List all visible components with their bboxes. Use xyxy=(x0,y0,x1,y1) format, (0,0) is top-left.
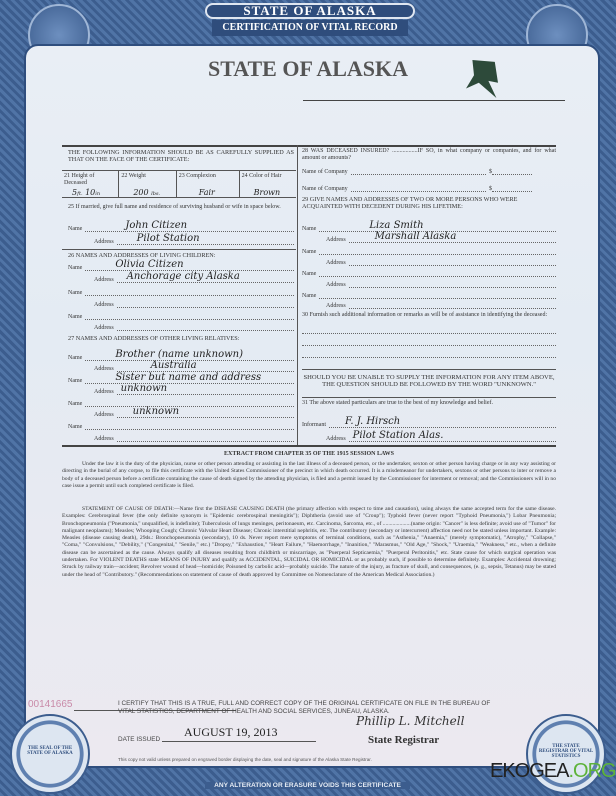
name-label: Name xyxy=(68,290,83,296)
date-issued-label: DATE ISSUED xyxy=(118,736,161,743)
column-divider xyxy=(297,145,298,445)
name-label: Name xyxy=(302,249,317,255)
informant-address: Pilot Station Alas. xyxy=(352,430,444,441)
divider xyxy=(302,369,556,370)
registrar-title: State Registrar xyxy=(368,734,440,746)
in-unit: in xyxy=(95,191,101,197)
banner-subtitle: CERTIFICATION OF VITAL RECORD xyxy=(212,20,408,36)
company-label: Name of Company xyxy=(302,169,348,175)
relative-address: unknown xyxy=(120,383,168,394)
name-label: Name xyxy=(302,271,317,277)
address-label: Address xyxy=(326,436,346,442)
child-address: Anchorage city Alaska xyxy=(126,271,240,282)
serial-number: 00141665 xyxy=(28,699,73,710)
form-intro: THE FOLLOWING INFORMATION SHOULD BE AS CAREFULLY SUPPLIED AS THAT ON THE FACE OF THE CERTIFICATE: xyxy=(68,149,294,163)
page-title: STATE OF ALASKA xyxy=(207,56,409,81)
address-label: Address xyxy=(94,366,114,372)
acquaintance-address-field xyxy=(326,277,556,288)
complexion-label: 23 Complexion xyxy=(178,173,216,179)
lbs-unit: lbs. xyxy=(151,191,161,197)
q28-text: 28 WAS DECEASED INSURED? .................IF SO, in what company or companies, and for what amount or amounts? xyxy=(302,148,556,161)
name-label: Name xyxy=(302,226,317,232)
child-address-field xyxy=(94,272,294,283)
name-label: Name xyxy=(302,293,317,299)
informant-address-field xyxy=(326,431,556,442)
remarks-line xyxy=(302,357,556,358)
relative-address-field xyxy=(94,361,294,372)
ft-unit: ft. xyxy=(77,191,83,197)
name-label: Name xyxy=(68,226,83,232)
address-label: Address xyxy=(326,237,346,243)
informant-label: Informant xyxy=(302,422,326,428)
name-label: Name xyxy=(68,314,83,320)
acquaintance-name-field xyxy=(302,244,556,255)
seal-text: THE SEAL OF THE STATE OF ALASKA xyxy=(27,746,73,756)
address-label: Address xyxy=(94,277,114,283)
divider xyxy=(62,249,296,250)
registrar-signature: Phillip L. Mitchell xyxy=(356,714,465,728)
physical-description-table xyxy=(62,170,296,198)
acquaintance-name-field xyxy=(302,266,556,277)
spouse-address-field xyxy=(94,234,294,245)
address-label: Address xyxy=(326,260,346,266)
child-name-field xyxy=(68,285,294,296)
relative-address-field xyxy=(94,407,294,418)
spouse-name: John Citizen xyxy=(125,220,188,231)
divider xyxy=(302,397,556,398)
watermark-text: .ORG xyxy=(568,760,616,782)
divider xyxy=(303,100,565,101)
relative-address-field xyxy=(94,384,294,395)
address-label: Address xyxy=(94,412,114,418)
relative-address: unknown xyxy=(132,406,180,417)
insurance-company-field xyxy=(302,181,532,192)
relative-name: Sister but name and address xyxy=(115,372,262,383)
relative-address-field xyxy=(94,431,294,442)
acquaintance-address: Marshall Alaska xyxy=(374,231,457,242)
watermark xyxy=(490,760,616,783)
spouse-address: Pilot Station xyxy=(136,233,200,244)
complexion-value: Fair xyxy=(198,188,215,197)
name-label: Name xyxy=(68,424,83,430)
q31-text: 31 The above stated particulars are true to the best of my knowledge and belief. xyxy=(302,400,493,406)
date-issued: AUGUST 19, 2013 xyxy=(184,725,278,739)
address-label: Address xyxy=(326,282,346,288)
acquaintance-address-field xyxy=(326,298,556,309)
relative-name-field xyxy=(68,373,294,384)
validity-note: This copy not valid unless prepared on engraved border displaying the date, seal and signature of the Alaska State Registrar. xyxy=(118,757,372,762)
address-label: Address xyxy=(94,325,114,331)
relative-address: Australia xyxy=(150,360,197,371)
height-in-value: 10 xyxy=(85,188,96,197)
height-ft-value: 5 xyxy=(72,188,78,197)
informant-field xyxy=(302,417,556,428)
spouse-name-field xyxy=(68,221,294,232)
extract-paragraph-2: STATEMENT OF CAUSE OF DEATH:—Name first the DISEASE CAUSING DEATH (the primary affection with respect to time and causation), using always the same accepted term for the same disease. Examples: Cerebrospinal fever (the only definite synonym is "Epidemic cerebrospinal meningitis"); Diphtheria (avoid use of "Croup"); Typhoid fever (never report "Typhoid Pneumonia,") Lobar Pneumonia; Bronchopneumonia ("Pneumonia," unqualified, is indefinite); Tuberculosis of lungs meninges, peritonaeum, etc. Carcinoma, Sarcoma, etc., of ....................(name origin: "Cancer" is less definite; avoid use of "Tumor" for malignant neoplasms); Measles; Whooping Cough; Chronic Valvular Heart Disease; Chronic interstitial nephritis, etc. The contributory (secondary or intercurrent) affection need not be stated unless important. Example: Measles (disease causing death), 29ds.: Bronchopneumonia (secondary), 10 ds. Never report mere symptoms of terminal conditions, such as "Asthenia," "Anaemia," (merely symptomatic), "Atrophy," "Collapse," "Coma," "Convulsions," "Debility," ("Congenital," "Senile," etc.) "Dropsy," "Exhaustion," "Heart Failure," "Haemorrhage," "Inanition," "Marasmus," "Old Age," "Shock," "Uraemia," "Weakness," etc., when a definite disease can be ascertained as the cause. Always qualify all diseases resulting from childbirth or miscarriage, as "Puerperal Septicaemia," "Puerperal Peritonitis," etc. State cause for which surgical operation was undertaken. For VIOLENT DEATHS state MEANS OF INJURY and qualify as ACCIDENTAL, SUICIDAL OR HOMICIDAL or as probably such, if possible to determine definitely. Examples: Accidental drowning; Struck by railway train—accident; Revolver wound of head—homicide; Poisoned by carbolic acid—probably suicide. The nature of the injury, as fracture of skull, and consequences, (e. g., sepsis, Tetanus) may be stated under the head of "Contributory." (Recommendations on statement of cause of death approved by Committee on Nomenclature of the American Medical Association.) xyxy=(62,506,556,578)
informant-name: F. J. Hirsch xyxy=(345,416,401,427)
q29-text: 29 GIVE NAMES AND ADDRESSES OF TWO OR MORE PERSONS WHO WERE ACQUAINTED WITH DECEDENT DURING HIS LIFETIME: xyxy=(302,196,518,210)
divider xyxy=(62,445,556,447)
address-label: Address xyxy=(94,239,114,245)
child-address-field xyxy=(94,297,294,308)
name-label: Name xyxy=(68,265,83,271)
company-label: Name of Company xyxy=(302,186,348,192)
relative-name-field xyxy=(68,396,294,407)
remarks-line xyxy=(302,345,556,346)
watermark-text: EKOGEA xyxy=(490,760,569,782)
address-label: Address xyxy=(94,436,114,442)
divider xyxy=(62,145,556,147)
child-name: Olivia Citizen xyxy=(115,259,184,270)
q27-text: 27 NAMES AND ADDRESSES OF OTHER LIVING RELATIVES: xyxy=(68,335,240,342)
extract-title: EXTRACT FROM CHAPTER 35 OF THE 1915 SESSION LAWS xyxy=(224,451,394,457)
address-label: Address xyxy=(94,389,114,395)
address-label: Address xyxy=(326,303,346,309)
relative-name: Brother (name unknown) xyxy=(115,349,243,360)
name-label: Name xyxy=(68,378,83,384)
alteration-warning: ANY ALTERATION OR ERASURE VOIDS THIS CERTIFICATE xyxy=(205,782,410,789)
dollar-sign: $ xyxy=(489,169,492,175)
hair-value: Brown xyxy=(253,188,281,197)
relative-name-field xyxy=(68,419,294,430)
date-line xyxy=(162,741,316,742)
acquaintance-name: Liza Smith xyxy=(369,220,424,231)
child-name-field xyxy=(68,309,294,320)
acquaintance-address-field xyxy=(326,255,556,266)
weight-value: 200 xyxy=(133,188,149,197)
weight-label: 22 Weight xyxy=(121,173,146,179)
certification-statement: I CERTIFY THAT THIS IS A TRUE, FULL AND CORRECT COPY OF THE ORIGINAL CERTIFICATE ON FILE IN THE BUREAU OF VITAL STATISTICS, DEPARTMENT OF HEALTH AND SOCIAL SERVICES, JUNEAU, ALASKA. xyxy=(118,700,491,715)
q25-text: 25 If married, give full name and residence of surviving husband or wife in space below. xyxy=(68,204,281,210)
height-label: 21 Height of Deceased xyxy=(64,173,95,186)
q30-text: 30 Furnish such additional information or remarks as will be of assistance in identifying the deceased: xyxy=(302,312,548,318)
name-label: Name xyxy=(68,355,83,361)
insurance-company-field xyxy=(302,164,532,175)
seal-text: THE STATE REGISTRAR OF VITAL STATISTICS xyxy=(538,744,594,759)
extract-paragraph-1: Under the law it is the duty of the physician, nurse or other person attending or assisting in the last illness of a deceased person, or the undertaker, sexton or other person having charge or in any way assisting or directing in the burial of any corpse, to file this certificate with the United States Commissioner of the precinct in which death occurred. It is a misdemeanor for undertakers, sextons or other persons to inter or remove a body of a deceased person before a certificate containing the cause of death signed by the attending physician, is filed and a permit issued by the Commissioner for interment or removal; and the Commissioners will in no case issue a permit until such completed certificate is filed. xyxy=(62,461,556,489)
remarks-line xyxy=(302,333,556,334)
child-address-field xyxy=(94,320,294,331)
hair-label: 24 Color of Hair xyxy=(241,173,282,179)
dollar-sign: $ xyxy=(489,186,492,192)
unknown-instruction: SHOULD YOU BE UNABLE TO SUPPLY THE INFORMATION FOR ANY ITEM ABOVE, THE QUESTION SHOULD BE FOLLOWED BY THE WORD "UNKNOWN." xyxy=(303,374,555,388)
banner-title: STATE OF ALASKA xyxy=(205,3,415,19)
name-label: Name xyxy=(68,401,83,407)
address-label: Address xyxy=(94,302,114,308)
q26-text: 26 NAMES AND ADDRESSES OF LIVING CHILDREN: xyxy=(68,252,216,259)
state-seal xyxy=(10,714,90,794)
acquaintance-address-field xyxy=(326,232,556,243)
child-name-field xyxy=(68,260,294,271)
